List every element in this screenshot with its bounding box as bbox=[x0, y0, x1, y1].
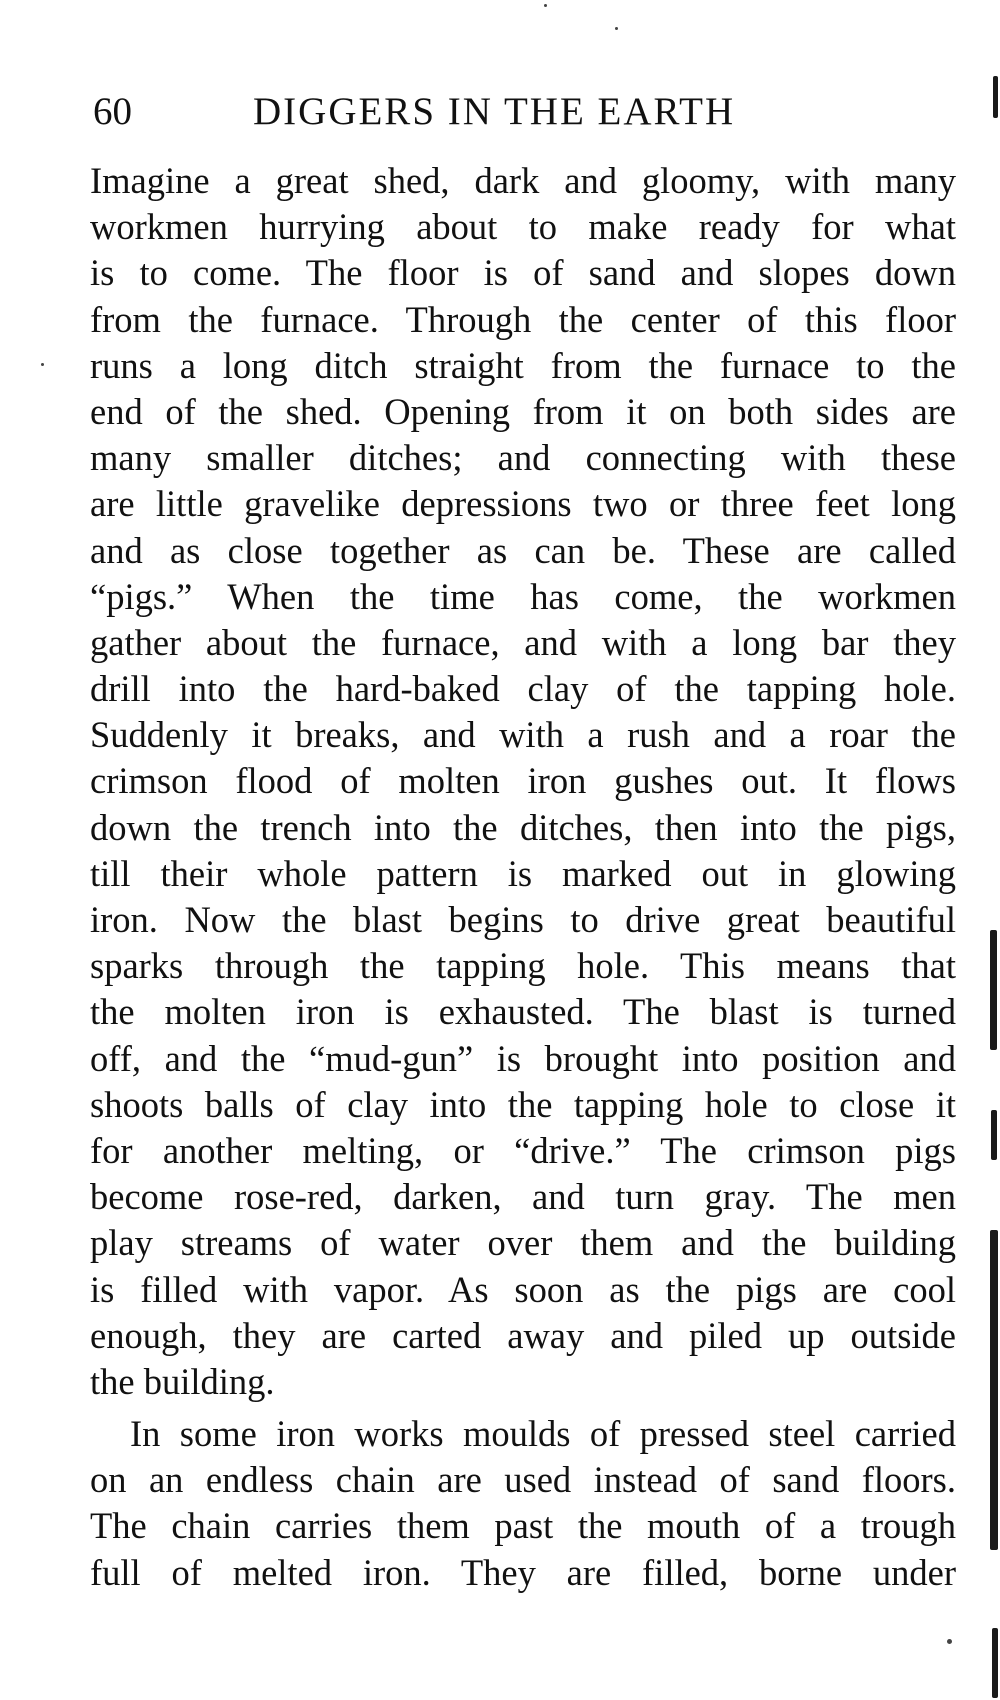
text-line: many smaller ditches; and connecting with these bbox=[90, 437, 956, 479]
paragraph-2 bbox=[90, 1411, 956, 1596]
scan-edge-mark bbox=[991, 1110, 997, 1160]
paragraph-1 bbox=[90, 158, 956, 1405]
body-text bbox=[90, 158, 956, 1596]
text-line: become rose-red, darken, and turn gray. The men bbox=[90, 1176, 956, 1218]
scan-edge-mark bbox=[993, 76, 998, 118]
text-line: for another melting, or “drive.” The crimson pigs bbox=[90, 1129, 956, 1171]
page-header bbox=[93, 84, 913, 140]
scan-edge-mark bbox=[990, 930, 997, 1050]
text-line: Imagine a great shed, dark and gloomy, with many bbox=[90, 160, 956, 201]
text-line: sparks through the tapping hole. This means that bbox=[90, 945, 956, 987]
scan-edge-mark bbox=[990, 1230, 998, 1550]
text-line: enough, they are carted away and piled up outside bbox=[90, 1314, 956, 1356]
text-line: the molten iron is exhausted. The blast is turned bbox=[90, 991, 956, 1033]
text-line: is to come. The floor is of sand and slopes down bbox=[90, 252, 956, 294]
text-line: crimson flood of molten iron gushes out. It flows bbox=[90, 760, 956, 802]
text-line: “pigs.” When the time has come, the workmen bbox=[90, 575, 956, 617]
text-line: full of melted iron. They are filled, borne under bbox=[90, 1551, 956, 1593]
text-line: play streams of water over them and the building bbox=[90, 1222, 956, 1264]
scan-speck bbox=[615, 27, 618, 30]
text-line: workmen hurrying about to make ready for what bbox=[90, 206, 956, 248]
text-line: runs a long ditch straight from the furnace to the bbox=[90, 344, 956, 386]
scan-speck bbox=[947, 1639, 952, 1644]
text-line: gather about the furnace, and with a long bar they bbox=[90, 621, 956, 663]
text-line: iron. Now the blast begins to drive great beautiful bbox=[90, 899, 956, 940]
text-line: till their whole pattern is marked out in glowing bbox=[90, 852, 956, 894]
text-line: is filled with vapor. As soon as the pigs are cool bbox=[90, 1268, 956, 1310]
text-line: on an endless chain are used instead of sand floors. bbox=[90, 1459, 956, 1501]
scan-edge-mark bbox=[992, 1628, 998, 1698]
scan-speck bbox=[544, 4, 547, 7]
page-number: 60 bbox=[93, 90, 132, 133]
text-line: drill into the hard-baked clay of the tapping hole. bbox=[90, 668, 956, 710]
text-line: are little gravelike depressions two or three feet long bbox=[90, 483, 956, 525]
text-line: shoots balls of clay into the tapping hole to close it bbox=[90, 1083, 956, 1125]
text-line: end of the shed. Opening from it on both sides are bbox=[90, 390, 956, 432]
text-line: down the trench into the ditches, then into the pigs, bbox=[90, 806, 956, 848]
scan-speck bbox=[41, 363, 44, 366]
text-line: In some iron works moulds of pressed steel carried bbox=[130, 1413, 956, 1455]
text-line: from the furnace. Through the center of this floor bbox=[90, 298, 956, 340]
text-line: off, and the “mud-gun” is brought into position and bbox=[90, 1037, 956, 1079]
text-line: The chain carries them past the mouth of a trough bbox=[90, 1505, 956, 1547]
text-line: Suddenly it breaks, and with a rush and a roar the bbox=[90, 714, 956, 756]
text-line: the building. bbox=[90, 1360, 275, 1402]
running-title: DIGGERS IN THE EARTH bbox=[253, 90, 736, 133]
text-line: and as close together as can be. These are called bbox=[90, 529, 956, 571]
